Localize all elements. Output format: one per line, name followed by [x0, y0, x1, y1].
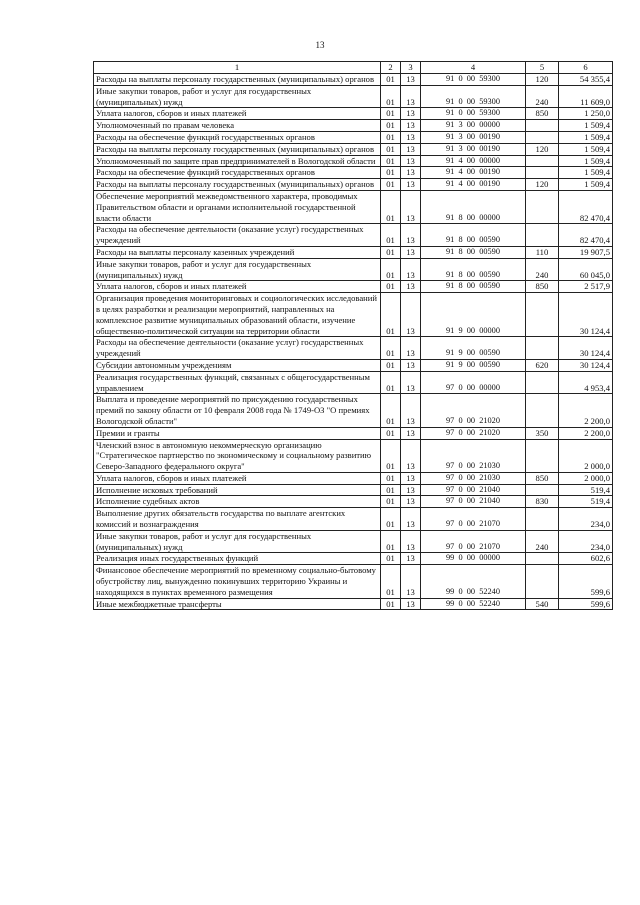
row-name: Расходы на выплаты персоналу государственных (муниципальных) органов	[94, 143, 381, 155]
row-name: Иные закупки товаров, работ и услуг для государственных (муниципальных) нужд	[94, 530, 381, 553]
table-row	[94, 427, 613, 439]
table-header-row	[94, 62, 613, 74]
row-name: Уплата налогов, сборов и иных платежей	[94, 281, 381, 293]
amount: 11 609,0	[559, 85, 613, 108]
section-code: 01	[381, 246, 401, 258]
subsection-code: 13	[401, 371, 421, 394]
target-article-code: 91 8 00 00590	[421, 224, 526, 247]
subsection-code: 13	[401, 167, 421, 179]
subsection-code: 13	[401, 281, 421, 293]
amount: 1 509,4	[559, 179, 613, 191]
subsection-code: 13	[401, 484, 421, 496]
expense-type-code: 120	[526, 179, 559, 191]
table-row	[94, 224, 613, 247]
table-row	[94, 246, 613, 258]
expense-type-code: 620	[526, 359, 559, 371]
expense-type-code: 850	[526, 108, 559, 120]
header-cell: 2	[381, 62, 401, 74]
target-article-code: 99 0 00 52240	[421, 598, 526, 610]
section-code: 01	[381, 155, 401, 167]
table-row	[94, 258, 613, 281]
row-name: Исполнение исковых требований	[94, 484, 381, 496]
subsection-code: 13	[401, 394, 421, 427]
target-article-code: 91 4 00 00190	[421, 167, 526, 179]
subsection-code: 13	[401, 565, 421, 598]
target-article-code: 91 0 00 59300	[421, 85, 526, 108]
row-name: Расходы на выплаты персоналу казенных учреждений	[94, 246, 381, 258]
subsection-code: 13	[401, 293, 421, 337]
target-article-code: 97 0 00 21070	[421, 530, 526, 553]
amount: 2 200,0	[559, 394, 613, 427]
amount: 30 124,4	[559, 337, 613, 360]
header-cell: 4	[421, 62, 526, 74]
row-name: Обеспечение мероприятий межведомственного характера, проводимых Правительством области и органами исполнительной государственной власти области	[94, 190, 381, 223]
subsection-code: 13	[401, 553, 421, 565]
target-article-code: 91 9 00 00590	[421, 337, 526, 360]
table-row	[94, 74, 613, 86]
amount: 2 517,9	[559, 281, 613, 293]
subsection-code: 13	[401, 258, 421, 281]
amount: 30 124,4	[559, 359, 613, 371]
table-row	[94, 530, 613, 553]
table-row	[94, 496, 613, 508]
subsection-code: 13	[401, 530, 421, 553]
page-number: 13	[315, 40, 325, 50]
expense-type-code: 240	[526, 85, 559, 108]
target-article-code: 97 0 00 21020	[421, 394, 526, 427]
expense-type-code: 120	[526, 143, 559, 155]
subsection-code: 13	[401, 598, 421, 610]
target-article-code: 97 0 00 21030	[421, 439, 526, 472]
target-article-code: 91 3 00 00190	[421, 131, 526, 143]
amount: 1 509,4	[559, 131, 613, 143]
amount: 1 509,4	[559, 167, 613, 179]
subsection-code: 13	[401, 74, 421, 86]
table-row	[94, 179, 613, 191]
subsection-code: 13	[401, 508, 421, 531]
target-article-code: 97 0 00 21040	[421, 484, 526, 496]
expense-type-code	[526, 167, 559, 179]
subsection-code: 13	[401, 190, 421, 223]
subsection-code: 13	[401, 472, 421, 484]
amount: 82 470,4	[559, 190, 613, 223]
row-name: Выплата и проведение мероприятий по присуждению государственных премий по закону области от 10 февраля 2008 года № 1749-ОЗ "О премиях Вологодской области"	[94, 394, 381, 427]
section-code: 01	[381, 85, 401, 108]
subsection-code: 13	[401, 496, 421, 508]
row-name: Уплата налогов, сборов и иных платежей	[94, 108, 381, 120]
expense-type-code	[526, 293, 559, 337]
expense-type-code: 350	[526, 427, 559, 439]
table-row	[94, 143, 613, 155]
expense-type-code	[526, 484, 559, 496]
section-code: 01	[381, 74, 401, 86]
target-article-code: 97 0 00 21040	[421, 496, 526, 508]
target-article-code: 91 9 00 00000	[421, 293, 526, 337]
subsection-code: 13	[401, 155, 421, 167]
header-cell: 6	[559, 62, 613, 74]
target-article-code: 97 0 00 00000	[421, 371, 526, 394]
target-article-code: 91 8 00 00000	[421, 190, 526, 223]
amount: 599,6	[559, 565, 613, 598]
amount: 234,0	[559, 530, 613, 553]
expense-type-code	[526, 565, 559, 598]
amount: 519,4	[559, 496, 613, 508]
amount: 1 509,4	[559, 143, 613, 155]
table-row	[94, 155, 613, 167]
subsection-code: 13	[401, 439, 421, 472]
row-name: Иные закупки товаров, работ и услуг для государственных (муниципальных) нужд	[94, 85, 381, 108]
target-article-code: 97 0 00 21030	[421, 472, 526, 484]
expense-type-code: 850	[526, 472, 559, 484]
row-name: Расходы на выплаты персоналу государственных (муниципальных) органов	[94, 74, 381, 86]
target-article-code: 97 0 00 21070	[421, 508, 526, 531]
amount: 1 250,0	[559, 108, 613, 120]
target-article-code: 91 8 00 00590	[421, 281, 526, 293]
section-code: 01	[381, 371, 401, 394]
expense-type-code	[526, 508, 559, 531]
amount: 19 907,5	[559, 246, 613, 258]
expense-type-code: 110	[526, 246, 559, 258]
section-code: 01	[381, 167, 401, 179]
table-row	[94, 190, 613, 223]
section-code: 01	[381, 108, 401, 120]
target-article-code: 99 0 00 52240	[421, 565, 526, 598]
row-name: Выполнение других обязательств государства по выплате агентских комиссий и вознаграждения	[94, 508, 381, 531]
target-article-code: 91 4 00 00000	[421, 155, 526, 167]
amount: 1 509,4	[559, 120, 613, 132]
expense-type-code	[526, 120, 559, 132]
table-row	[94, 598, 613, 610]
table-body	[94, 74, 613, 610]
section-code: 01	[381, 394, 401, 427]
target-article-code: 91 8 00 00590	[421, 258, 526, 281]
row-name: Иные межбюджетные трансферты	[94, 598, 381, 610]
section-code: 01	[381, 553, 401, 565]
subsection-code: 13	[401, 337, 421, 360]
header-cell: 1	[94, 62, 381, 74]
target-article-code: 97 0 00 21020	[421, 427, 526, 439]
expense-type-code	[526, 155, 559, 167]
row-name: Иные закупки товаров, работ и услуг для государственных (муниципальных) нужд	[94, 258, 381, 281]
expense-type-code: 240	[526, 258, 559, 281]
subsection-code: 13	[401, 427, 421, 439]
target-article-code: 91 0 00 59300	[421, 108, 526, 120]
table-row	[94, 293, 613, 337]
table-row	[94, 337, 613, 360]
amount: 82 470,4	[559, 224, 613, 247]
row-name: Расходы на обеспечение функций государственных органов	[94, 131, 381, 143]
header-cell: 3	[401, 62, 421, 74]
amount: 60 045,0	[559, 258, 613, 281]
row-name: Уполномоченный по защите прав предпринимателей в Вологодской области	[94, 155, 381, 167]
table-row	[94, 439, 613, 472]
amount: 599,6	[559, 598, 613, 610]
header-cell: 5	[526, 62, 559, 74]
table-row	[94, 85, 613, 108]
row-name: Организация проведения мониторинговых и социологических исследований в целях разработки и реализации мероприятий, направленных на комплексное развитие муниципальных образований области, изучение общественно-политической ситуации на территории области	[94, 293, 381, 337]
budget-table	[93, 61, 613, 610]
row-name: Исполнение судебных актов	[94, 496, 381, 508]
subsection-code: 13	[401, 120, 421, 132]
section-code: 01	[381, 281, 401, 293]
expense-type-code	[526, 394, 559, 427]
subsection-code: 13	[401, 179, 421, 191]
expense-type-code: 850	[526, 281, 559, 293]
amount: 4 953,4	[559, 371, 613, 394]
subsection-code: 13	[401, 85, 421, 108]
expense-type-code	[526, 439, 559, 472]
row-name: Расходы на обеспечение деятельности (оказание услуг) государственных учреждений	[94, 224, 381, 247]
row-name: Реализация иных государственных функций	[94, 553, 381, 565]
row-name: Премии и гранты	[94, 427, 381, 439]
target-article-code: 99 0 00 00000	[421, 553, 526, 565]
table-row	[94, 565, 613, 598]
section-code: 01	[381, 337, 401, 360]
target-article-code: 91 0 00 59300	[421, 74, 526, 86]
expense-type-code: 830	[526, 496, 559, 508]
target-article-code: 91 3 00 00190	[421, 143, 526, 155]
table-row	[94, 167, 613, 179]
target-article-code: 91 3 00 00000	[421, 120, 526, 132]
table-row	[94, 131, 613, 143]
table-row	[94, 120, 613, 132]
target-article-code: 91 8 00 00590	[421, 246, 526, 258]
subsection-code: 13	[401, 246, 421, 258]
row-name: Субсидии автономным учреждениям	[94, 359, 381, 371]
section-code: 01	[381, 496, 401, 508]
section-code: 01	[381, 224, 401, 247]
row-name: Финансовое обеспечение мероприятий по временному социально-бытовому обустройству лиц, вынужденно покинувших территорию Украины и находящихся в пунктах временного размещения	[94, 565, 381, 598]
section-code: 01	[381, 565, 401, 598]
row-name: Расходы на обеспечение функций государственных органов	[94, 167, 381, 179]
target-article-code: 91 4 00 00190	[421, 179, 526, 191]
section-code: 01	[381, 472, 401, 484]
section-code: 01	[381, 190, 401, 223]
section-code: 01	[381, 120, 401, 132]
expense-type-code	[526, 190, 559, 223]
row-name: Реализация государственных функций, связанных с общегосударственным управлением	[94, 371, 381, 394]
table-row	[94, 472, 613, 484]
section-code: 01	[381, 508, 401, 531]
subsection-code: 13	[401, 143, 421, 155]
amount: 2 000,0	[559, 472, 613, 484]
amount: 234,0	[559, 508, 613, 531]
row-name: Расходы на выплаты персоналу государственных (муниципальных) органов	[94, 179, 381, 191]
subsection-code: 13	[401, 131, 421, 143]
row-name: Уплата налогов, сборов и иных платежей	[94, 472, 381, 484]
table-row	[94, 553, 613, 565]
section-code: 01	[381, 598, 401, 610]
section-code: 01	[381, 143, 401, 155]
row-name: Расходы на обеспечение деятельности (оказание услуг) государственных учреждений	[94, 337, 381, 360]
expense-type-code	[526, 553, 559, 565]
subsection-code: 13	[401, 359, 421, 371]
amount: 519,4	[559, 484, 613, 496]
amount: 54 355,4	[559, 74, 613, 86]
table-row	[94, 108, 613, 120]
subsection-code: 13	[401, 108, 421, 120]
amount: 30 124,4	[559, 293, 613, 337]
table-row	[94, 484, 613, 496]
section-code: 01	[381, 439, 401, 472]
row-name: Членский взнос в автономную некоммерческую организацию "Стратегическое партнерство по экономическому и социальному развитию Северо-Западного федерального округа"	[94, 439, 381, 472]
target-article-code: 91 9 00 00590	[421, 359, 526, 371]
amount: 602,6	[559, 553, 613, 565]
row-name: Уполномоченный по правам человека	[94, 120, 381, 132]
section-code: 01	[381, 258, 401, 281]
expense-type-code: 240	[526, 530, 559, 553]
amount: 2 200,0	[559, 427, 613, 439]
section-code: 01	[381, 293, 401, 337]
table-row	[94, 371, 613, 394]
subsection-code: 13	[401, 224, 421, 247]
table-row	[94, 359, 613, 371]
table-row	[94, 394, 613, 427]
amount: 1 509,4	[559, 155, 613, 167]
section-code: 01	[381, 530, 401, 553]
section-code: 01	[381, 427, 401, 439]
expense-type-code	[526, 224, 559, 247]
table-row	[94, 281, 613, 293]
expense-type-code	[526, 371, 559, 394]
section-code: 01	[381, 179, 401, 191]
amount: 2 000,0	[559, 439, 613, 472]
section-code: 01	[381, 131, 401, 143]
section-code: 01	[381, 359, 401, 371]
expense-type-code: 120	[526, 74, 559, 86]
expense-type-code: 540	[526, 598, 559, 610]
expense-type-code	[526, 337, 559, 360]
table-row	[94, 508, 613, 531]
section-code: 01	[381, 484, 401, 496]
expense-type-code	[526, 131, 559, 143]
